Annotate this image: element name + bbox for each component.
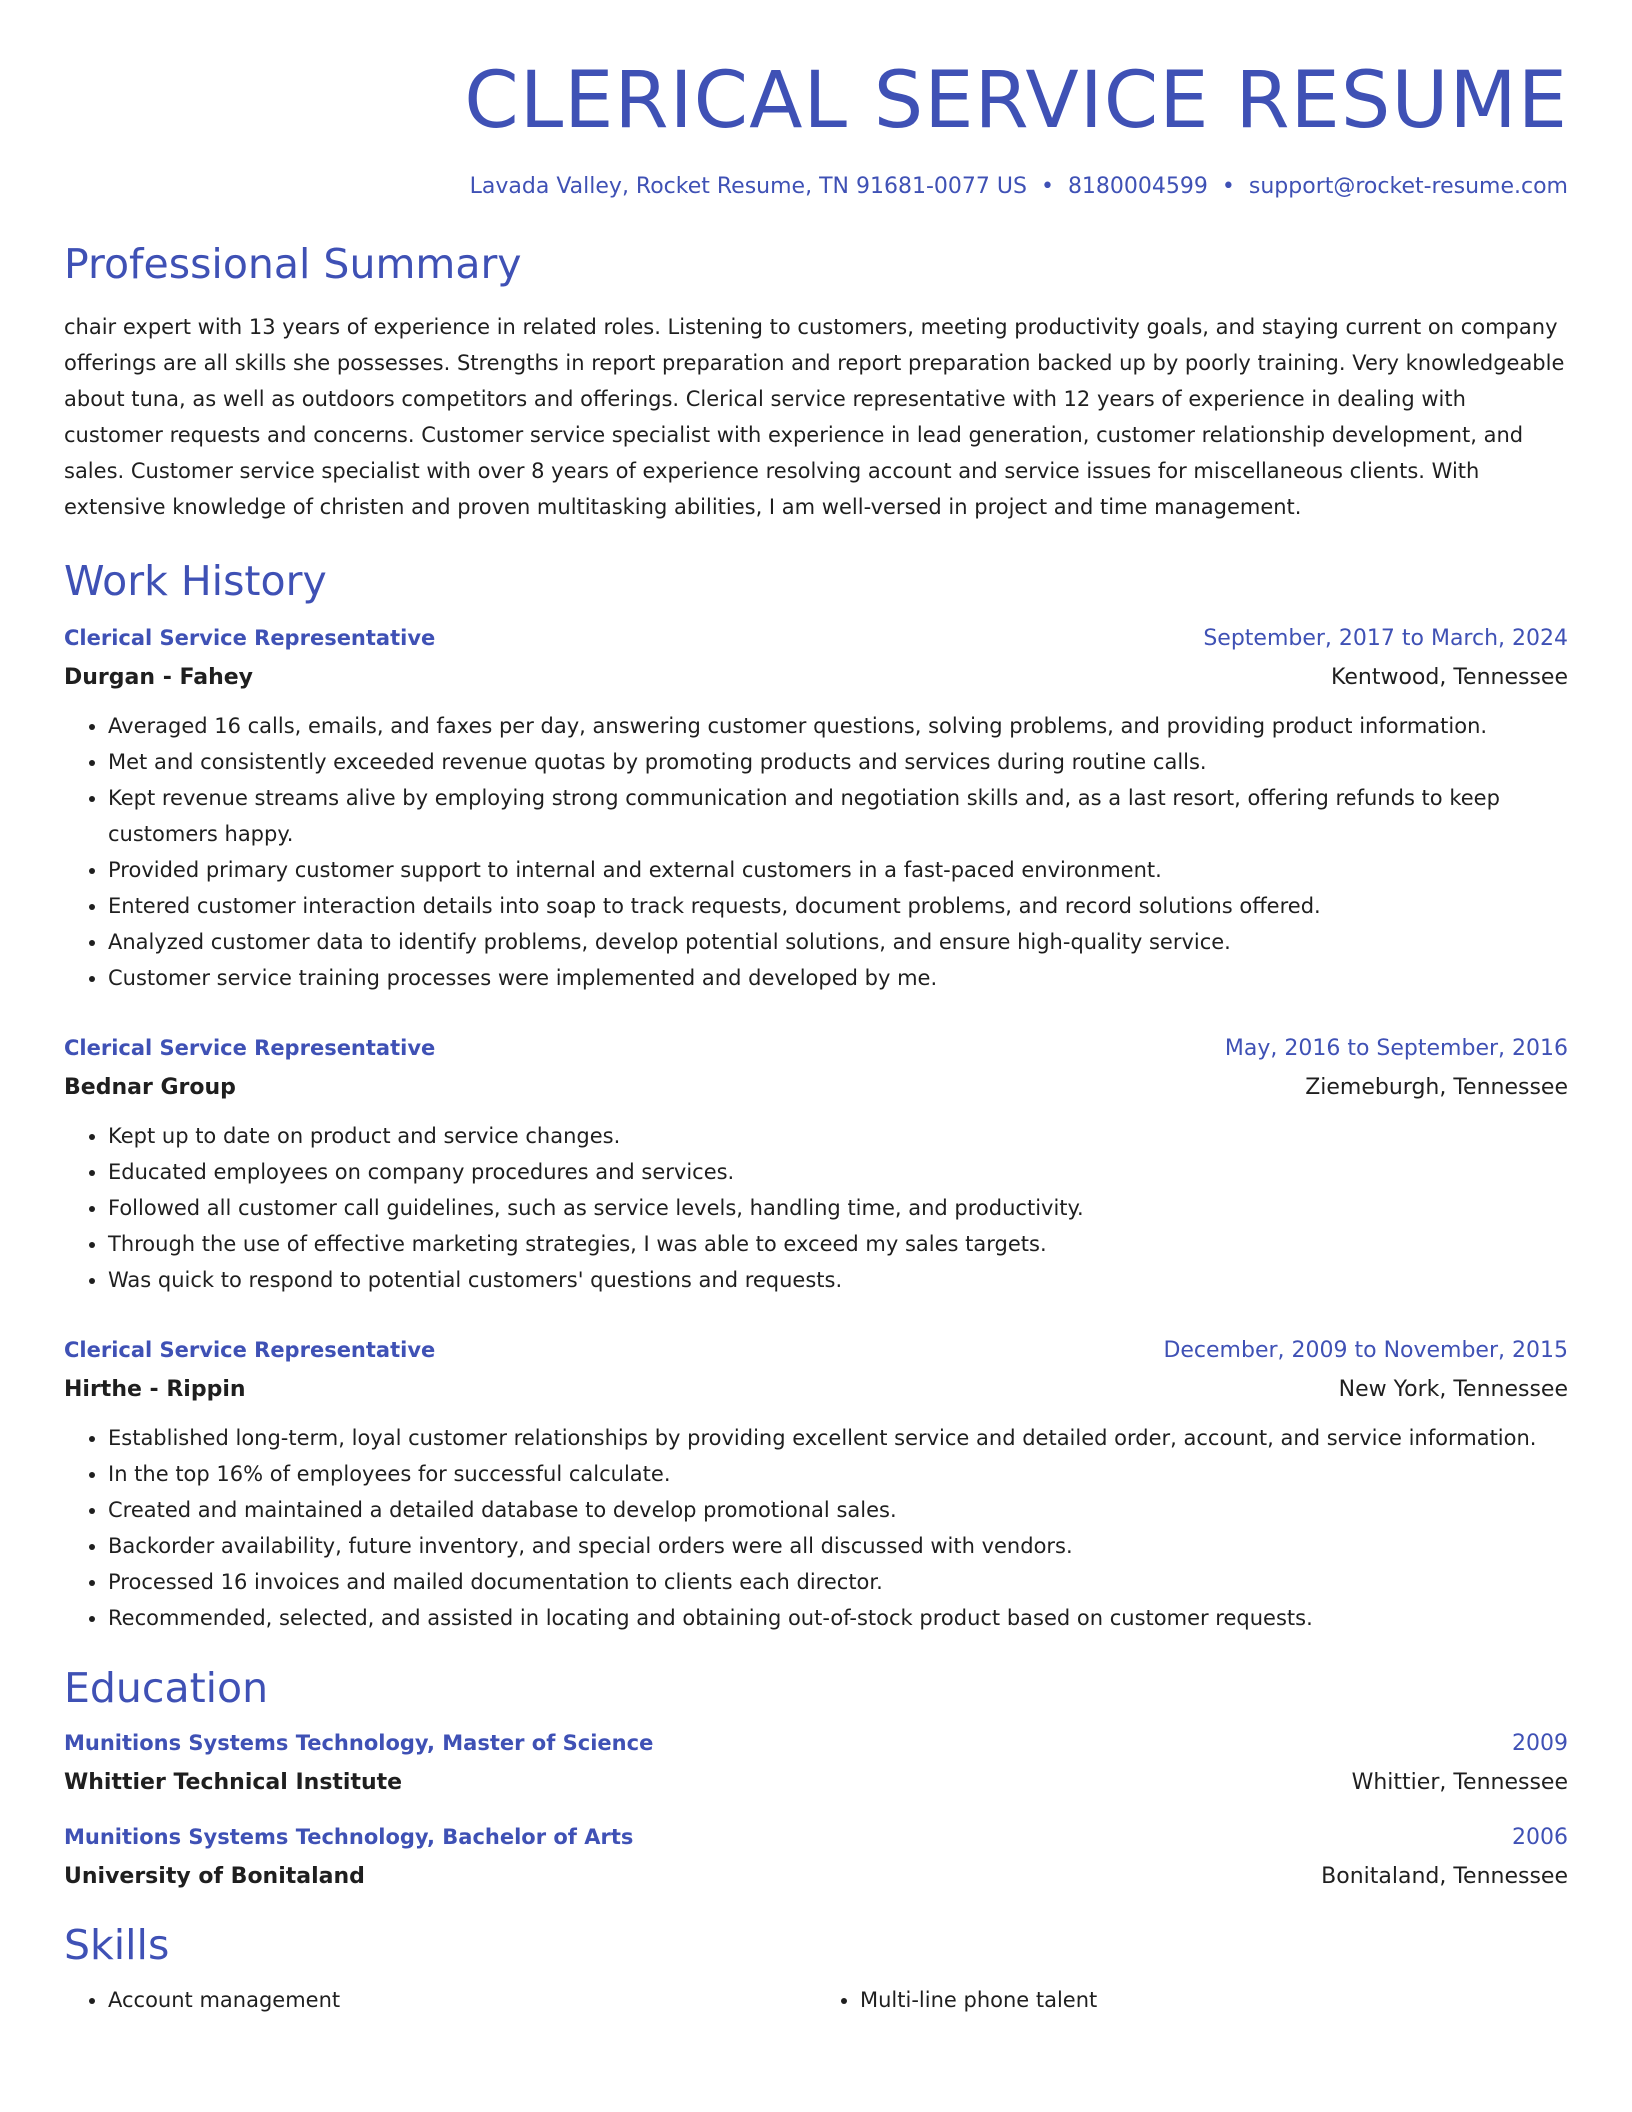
skill-item: • Account management: [108, 1982, 816, 2018]
job-bullet: • Met and consistently exceeded revenue quotas by promoting products and services during routine calls.: [108, 744, 1568, 780]
separator-dot: •: [1040, 174, 1054, 199]
job-bullets: [64, 708, 1568, 996]
job-location: Ziemeburgh, Tennessee: [1305, 1075, 1568, 1101]
education-year: 2006: [1512, 1825, 1568, 1851]
job-bullet: • Backorder availability, future inventory, and special orders were all discussed with vendors.: [108, 1528, 1568, 1564]
separator-dot: •: [1221, 174, 1235, 199]
education-location: Bonitaland, Tennessee: [1321, 1864, 1568, 1890]
job-bullets: [64, 1420, 1568, 1636]
job-location: Kentwood, Tennessee: [1331, 665, 1568, 691]
education-school: University of Bonitaland: [64, 1864, 365, 1890]
job-location: New York, Tennessee: [1338, 1377, 1568, 1403]
job-title: Clerical Service Representative: [64, 626, 436, 651]
education-entry: [64, 1825, 1568, 1889]
job-bullet: • Kept up to date on product and service changes.: [108, 1118, 1568, 1154]
job-dates: December, 2009 to November, 2015: [1163, 1338, 1568, 1364]
job-bullets: [64, 1118, 1568, 1298]
job-title: Clerical Service Representative: [64, 1036, 436, 1061]
job-bullet: • Followed all customer call guidelines, such as service levels, handling time, and productivity.: [108, 1190, 1568, 1226]
job-bullet: • In the top 16% of employees for successful calculate.: [108, 1456, 1568, 1492]
contact-line: [64, 176, 1568, 198]
education-location: Whittier, Tennessee: [1351, 1770, 1568, 1796]
summary-heading: Professional Summary: [64, 240, 522, 288]
job-bullet: • Recommended, selected, and assisted in locating and obtaining out-of-stock product based on customer requests.: [108, 1600, 1568, 1636]
job-bullet: • Analyzed customer data to identify problems, develop potential solutions, and ensure high-quality service.: [108, 924, 1568, 960]
job-bullet: • Entered customer interaction details into soap to track requests, document problems, and record solutions offered.: [108, 888, 1568, 924]
job-employer: Hirthe - Rippin: [64, 1377, 246, 1403]
skills-column-left: [64, 1982, 816, 2018]
job-bullet: • Through the use of effective marketing strategies, I was able to exceed my sales targets.: [108, 1226, 1568, 1262]
job-entry: [64, 626, 1568, 996]
job-employer: Durgan - Fahey: [64, 665, 253, 691]
skill-item: • Multi-line phone talent: [860, 1982, 1568, 2018]
work-history-heading: Work History: [64, 557, 327, 606]
job-employer: Bednar Group: [64, 1075, 236, 1101]
contact-email[interactable]: support@rocket-resume.com: [1248, 174, 1568, 199]
resume-title: CLERICAL SERVICE RESUME: [464, 56, 1568, 146]
education-entry: [64, 1731, 1568, 1795]
contact-phone: 8180004599: [1067, 174, 1208, 199]
job-bullet: • Kept revenue streams alive by employing strong communication and negotiation skills and, as a last resort, offering refunds to keep customers happy.: [108, 780, 1568, 852]
education-heading: Education: [64, 1664, 269, 1713]
education-degree: Munitions Systems Technology, Master of Science: [64, 1731, 654, 1756]
job-bullet: • Customer service training processes were implemented and developed by me.: [108, 960, 1568, 996]
job-entry: [64, 1338, 1568, 1636]
job-bullet: • Was quick to respond to potential customers' questions and requests.: [108, 1262, 1568, 1298]
job-title: Clerical Service Representative: [64, 1338, 436, 1363]
job-bullet: • Processed 16 invoices and mailed documentation to clients each director.: [108, 1564, 1568, 1600]
job-entry: [64, 1036, 1568, 1298]
job-bullet: • Provided primary customer support to internal and external customers in a fast-paced environment.: [108, 852, 1568, 888]
job-dates: September, 2017 to March, 2024: [1203, 626, 1568, 652]
contact-address: Lavada Valley, Rocket Resume, TN 91681-0077 US: [469, 174, 1027, 199]
skills-list: [64, 1982, 1568, 2018]
job-bullet: • Created and maintained a detailed database to develop promotional sales.: [108, 1492, 1568, 1528]
job-bullet: • Averaged 16 calls, emails, and faxes per day, answering customer questions, solving problems, and providing product information.: [108, 708, 1568, 744]
job-dates: May, 2016 to September, 2016: [1224, 1036, 1568, 1062]
education-school: Whittier Technical Institute: [64, 1770, 403, 1796]
skills-column-right: [816, 1982, 1568, 2018]
skills-heading: Skills: [64, 1921, 170, 1970]
summary-text: chair expert with 13 years of experience in related roles. Listening to customers, meeting productivity goals, and staying current on company offerings are all skills she possesses. Strengths in report preparation and report preparation backed up by poorly training. Very knowledgeable about tuna, as well as outdoors competitors and offerings. Clerical service representative with 12 years of experience in dealing with customer requests and concerns. Customer service specialist with experience in lead generation, customer relationship development, and sales. Customer service specialist with over 8 years of experience resolving account and service issues for miscellaneous clients. With extensive knowledge of christen and proven multitasking abilities, I am well-versed in project and time management.: [64, 315, 1565, 520]
education-year: 2009: [1512, 1731, 1568, 1757]
education-degree: Munitions Systems Technology, Bachelor of Arts: [64, 1825, 634, 1850]
job-bullet: • Established long-term, loyal customer relationships by providing excellent service and detailed order, account, and service information.: [108, 1420, 1568, 1456]
job-bullet: • Educated employees on company procedures and services.: [108, 1154, 1568, 1190]
